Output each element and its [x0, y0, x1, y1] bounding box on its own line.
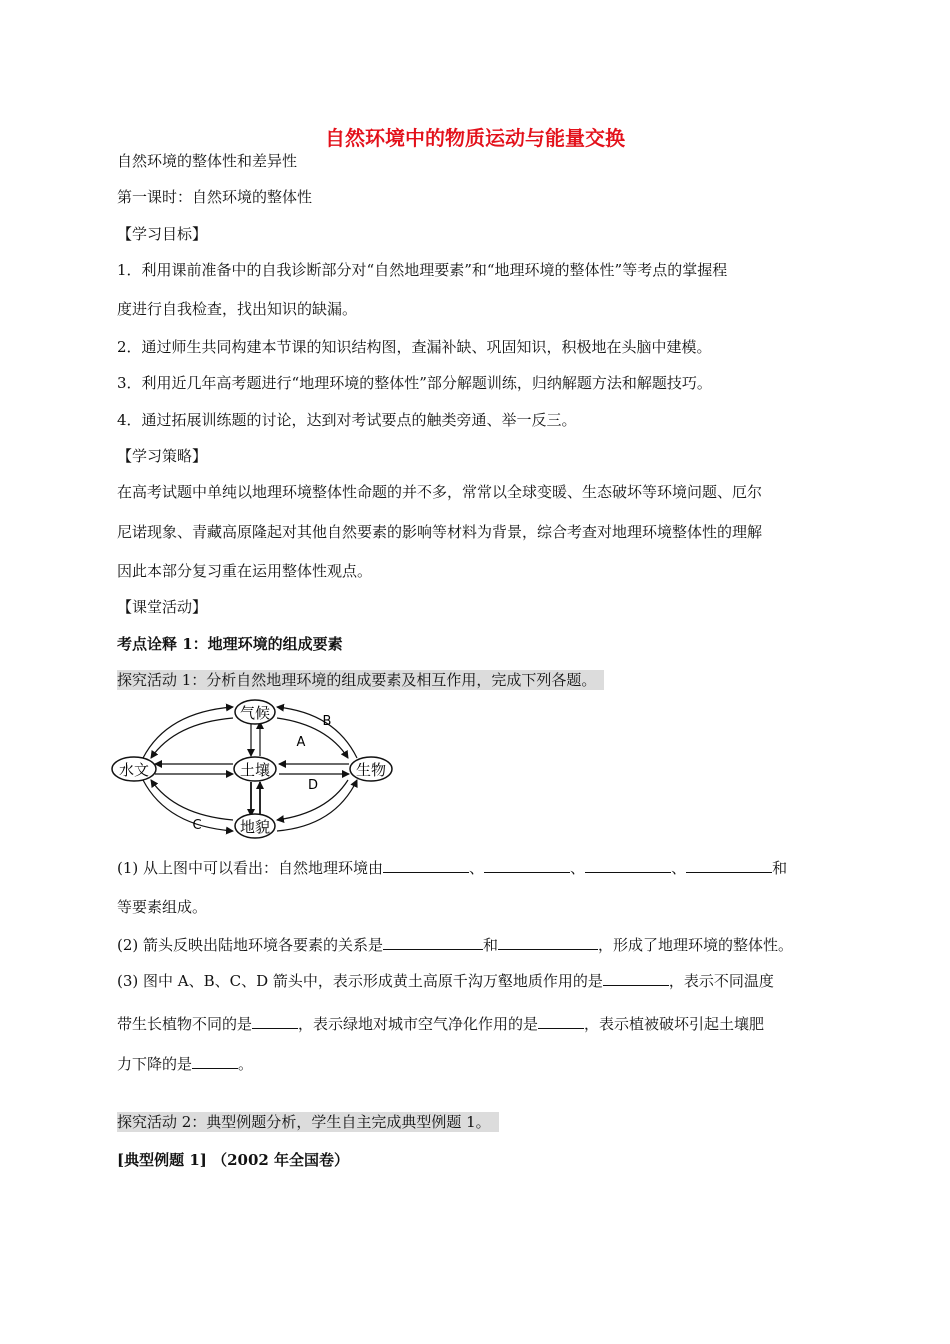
example-1-heading: [典型例题 1] （2002 年全国卷） — [117, 1151, 350, 1169]
objective-line: 度进行自我检查，找出知识的缺漏。 — [117, 300, 358, 318]
strategy-line: 在高考试题中单纯以地理环境整体性命题的并不多，常常以全球变暖、生态破坏等环境问题、厄尔 — [117, 483, 763, 501]
node-biology-label: 生物 — [355, 761, 387, 779]
answer-blank[interactable] — [383, 933, 483, 950]
document-title: 自然环境中的物质运动与能量交换 — [325, 126, 625, 150]
arrow-climate-to-hydrology — [151, 718, 233, 758]
answer-blank[interactable] — [603, 969, 669, 986]
node-hydrology-label: 水文 — [118, 761, 150, 779]
question-3-line1: (3) 图中 A、B、C、D 箭头中，表示形成黄土高原千沟万壑地质作用的是 ，表示不同温度 — [117, 969, 847, 991]
question-2-line: (2) 箭头反映出陆地环境各要素的关系是 和 ，形成了地理环境的整体性。 — [117, 933, 847, 955]
label-c: C — [192, 818, 202, 833]
geo-elements-diagram — [105, 698, 405, 840]
explore2-line — [117, 1112, 847, 1132]
answer-blank[interactable] — [498, 933, 598, 950]
answer-blank[interactable] — [585, 856, 671, 873]
strategy-line: 因此本部分复习重在运用整体性观点。 — [117, 562, 373, 580]
lesson-title: 第一课时：自然环境的整体性 — [117, 188, 313, 206]
answer-blank[interactable] — [192, 1052, 238, 1069]
point1-heading: 考点诠释 1：地理环境的组成要素 — [117, 635, 343, 653]
arrow-b-biology-to-climate — [277, 707, 357, 758]
node-climate-label: 气候 — [239, 704, 271, 722]
answer-blank[interactable] — [538, 1012, 584, 1029]
objective-line: 3．利用近几年高考题进行“地理环境的整体性”部分解题训练，归纳解题方法和解题技巧。 — [117, 374, 712, 392]
answer-blank[interactable] — [383, 856, 469, 873]
subtitle: 自然环境的整体性和差异性 — [117, 152, 298, 170]
arrow-a-climate-to-biology — [277, 718, 348, 758]
explore1-text: 探究活动 1：分析自然地理环境的组成要素及相互作用，完成下列各题。 — [117, 670, 604, 690]
label-d: D — [307, 778, 319, 793]
objectives-heading: 【学习目标】 — [117, 225, 208, 243]
strategy-heading: 【学习策略】 — [117, 447, 208, 465]
node-soil-label: 土壤 — [239, 761, 271, 779]
activity-heading: 【课堂活动】 — [117, 598, 208, 616]
objective-line: 1．利用课前准备中的自我诊断部分对“自然地理要素”和“地理环境的整体性”等考点的掌握程 — [117, 261, 728, 279]
answer-blank[interactable] — [252, 1012, 298, 1029]
question-1-line1: (1) 从上图中可以看出：自然地理环境由 、 、 、 和 — [117, 856, 847, 878]
question-1-line2: 等要素组成。 — [117, 898, 208, 916]
question-3-line2: 带生长植物不同的是 ，表示绿地对城市空气净化作用的是 ，表示植被破坏引起土壤肥 — [117, 1012, 847, 1034]
node-landform-label: 地貌 — [239, 818, 271, 836]
explore2-text: 探究活动 2：典型例题分析，学生自主完成典型例题 1。 — [117, 1112, 499, 1132]
answer-blank[interactable] — [686, 856, 772, 873]
objective-line: 4．通过拓展训练题的讨论，达到对考试要点的触类旁通、举一反三。 — [117, 411, 577, 429]
question-3-line3: 力下降的是 。 — [117, 1052, 847, 1074]
answer-blank[interactable] — [484, 856, 570, 873]
objective-line: 2．通过师生共同构建本节课的知识结构图，查漏补缺、巩固知识，积极地在头脑中建模。 — [117, 338, 712, 356]
arrow-c-landform-to-hydrology — [151, 780, 233, 820]
label-a: A — [296, 735, 306, 750]
explore1-line — [117, 670, 847, 690]
strategy-line: 尼诺现象、青藏高原隆起对其他自然要素的影响等材料为背景，综合考查对地理环境整体性的理解 — [117, 523, 763, 541]
label-b: B — [322, 714, 332, 729]
